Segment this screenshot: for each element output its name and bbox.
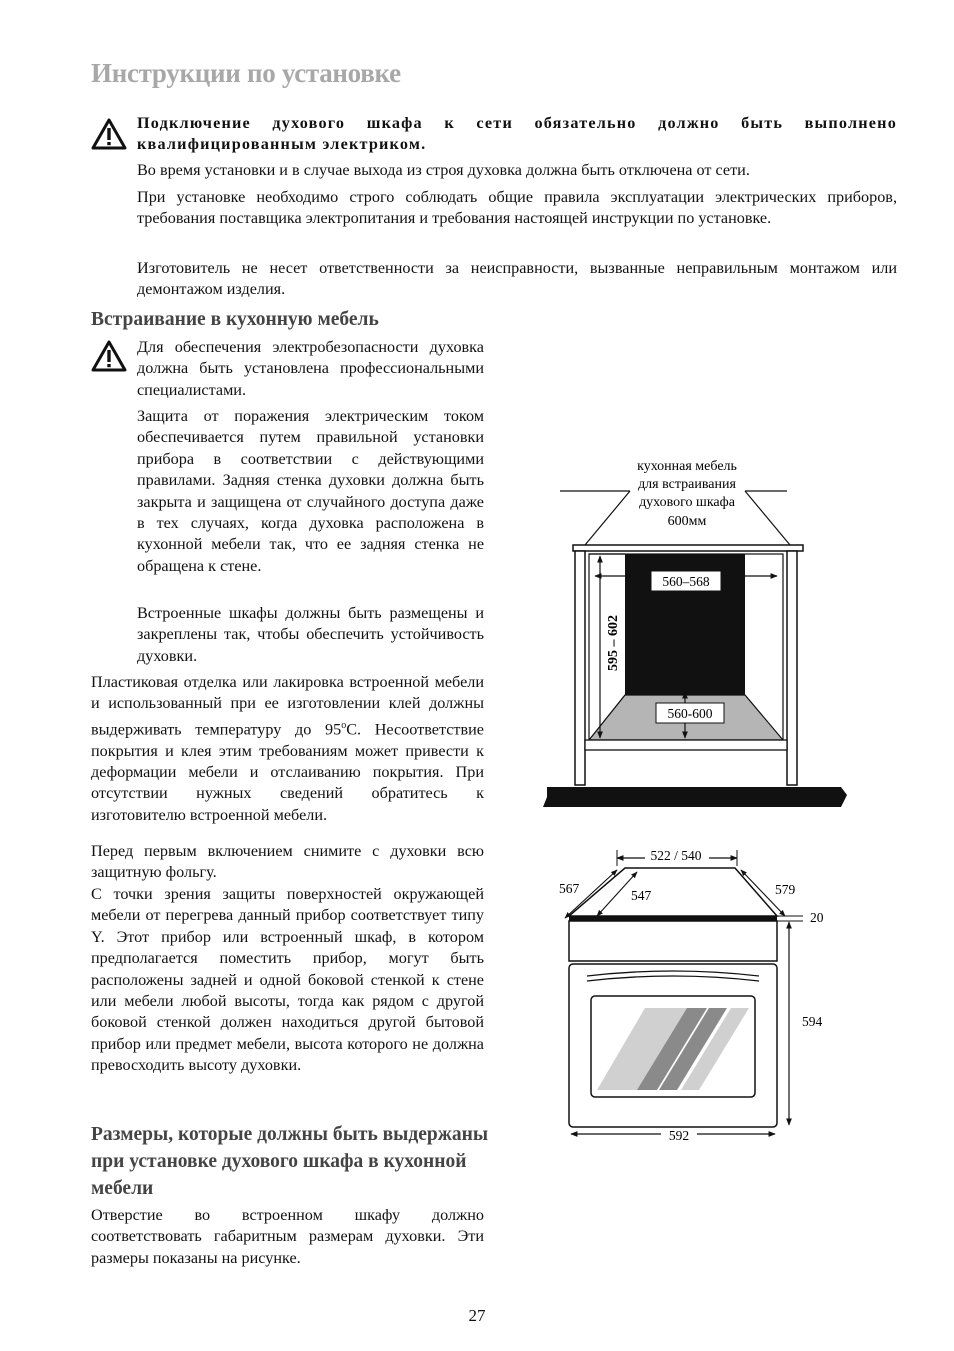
warning-icon [91, 340, 127, 372]
cabinet-cavity-diagram [535, 450, 855, 815]
section-heading-dimensions: Размеры, которые должны быть выдержаны при установке духового шкафа в кухонной мебели [91, 1124, 489, 1199]
furniture-label-line-3: духового шкафа [639, 495, 735, 510]
page-number: 27 [468, 1306, 486, 1325]
section1-paragraph-4 [91, 672, 484, 826]
cavity-depth-label: 560-600 [667, 706, 713, 721]
furniture-label-line-1: кухонная мебель [637, 459, 737, 474]
section1-paragraph-6: С точки зрения защиты поверхностей окружающей мебели от перегрева данный прибор соответствует типу Y. Этот прибор или встроенный шкаф, в котором предполагается поместить прибор, могут быть расположены задней и одной боковой стенкой к стене или мебели любой высоты, тогда как рядом с другой боковой стенкой должен находиться другой бытовой прибор или предмет мебели, высота которого не должна превосходить высоту духовки. [91, 885, 484, 1075]
panel-thickness-label: 20 [810, 910, 824, 925]
oven-dimensions-diagram [545, 840, 845, 1150]
width-label: 592 [668, 1128, 690, 1143]
left-depth-label: 567 [559, 881, 580, 896]
intro-paragraph-2: При установке необходимо строго соблюдать общие правила эксплуатации электрических приборов, требования поставщика электропитания и требования настоящей инструкции по установке. [137, 188, 897, 228]
furniture-label-line-4: 600мм [667, 514, 707, 529]
section-heading-built-in: Встраивание в кухонную мебель [91, 309, 379, 330]
section1-paragraph-4-start: Пластиковая отделка или лакировка встроенной мебели и использованный при ее изготовлении клей должны выдерживать температуру до 95 [91, 673, 484, 739]
right-depth-label: 579 [775, 882, 796, 897]
intro-paragraph-3: Изготовитель не несет ответственности за неисправности, вызванные неправильным монтажом или демонтажом изделия. [137, 259, 897, 299]
height-label: 594 [802, 1014, 823, 1029]
intro-paragraph-1: Во время установки и в случае выхода из строя духовка должна быть отключена от сети. [137, 161, 750, 179]
cavity-height-label: 595 – 602 [606, 615, 621, 671]
top-width-label: 522 / 540 [650, 848, 702, 863]
section1-paragraph-2: Защита от поражения электрическим током обеспечивается путем правильной установки прибора в соответствии с действующими правилами. Задняя стенка духовки должна быть закрыта и защищена от случайного доступа даже в тех случаях, когда духовка расположена в кухонной мебели так, что ее задняя стенка не обращена к стене. [137, 407, 484, 575]
cavity-width-label: 560–568 [662, 574, 710, 589]
page-title: Инструкции по установке [91, 58, 401, 88]
warning-icon [91, 118, 127, 150]
section2-paragraph-1: Отверстие во встроенном шкафу должно соответствовать габаритным размерам духовки. Эти размеры показаны на рисунке. [91, 1206, 484, 1267]
section1-paragraph-1: Для обеспечения электробезопасности духовка должна быть установлена профессиональными специалистами. [137, 338, 484, 399]
section1-paragraph-3: Встроенные шкафы должны быть размещены и закреплены так, чтобы обеспечить устойчивость духовки. [137, 604, 484, 665]
furniture-label-line-2: для встраивания [638, 477, 736, 492]
degree-sup: o [341, 719, 347, 731]
warning-text: Подключение духового шкафа к сети обязательно должно быть выполнено квалифицированным электриком. [137, 114, 897, 154]
inner-depth-label: 547 [631, 888, 652, 903]
section1-paragraph-5: Перед первым включением снимите с духовки всю защитную фольгу. [91, 842, 484, 882]
section1-paragraph-4-end: С. Несоответствие покрытия и клея этим требованиям может привести к деформации мебели и отслаиванию покрытия. При отсутствии нужных сведений обратитесь к изготовителю встроенной мебели. [91, 720, 484, 824]
